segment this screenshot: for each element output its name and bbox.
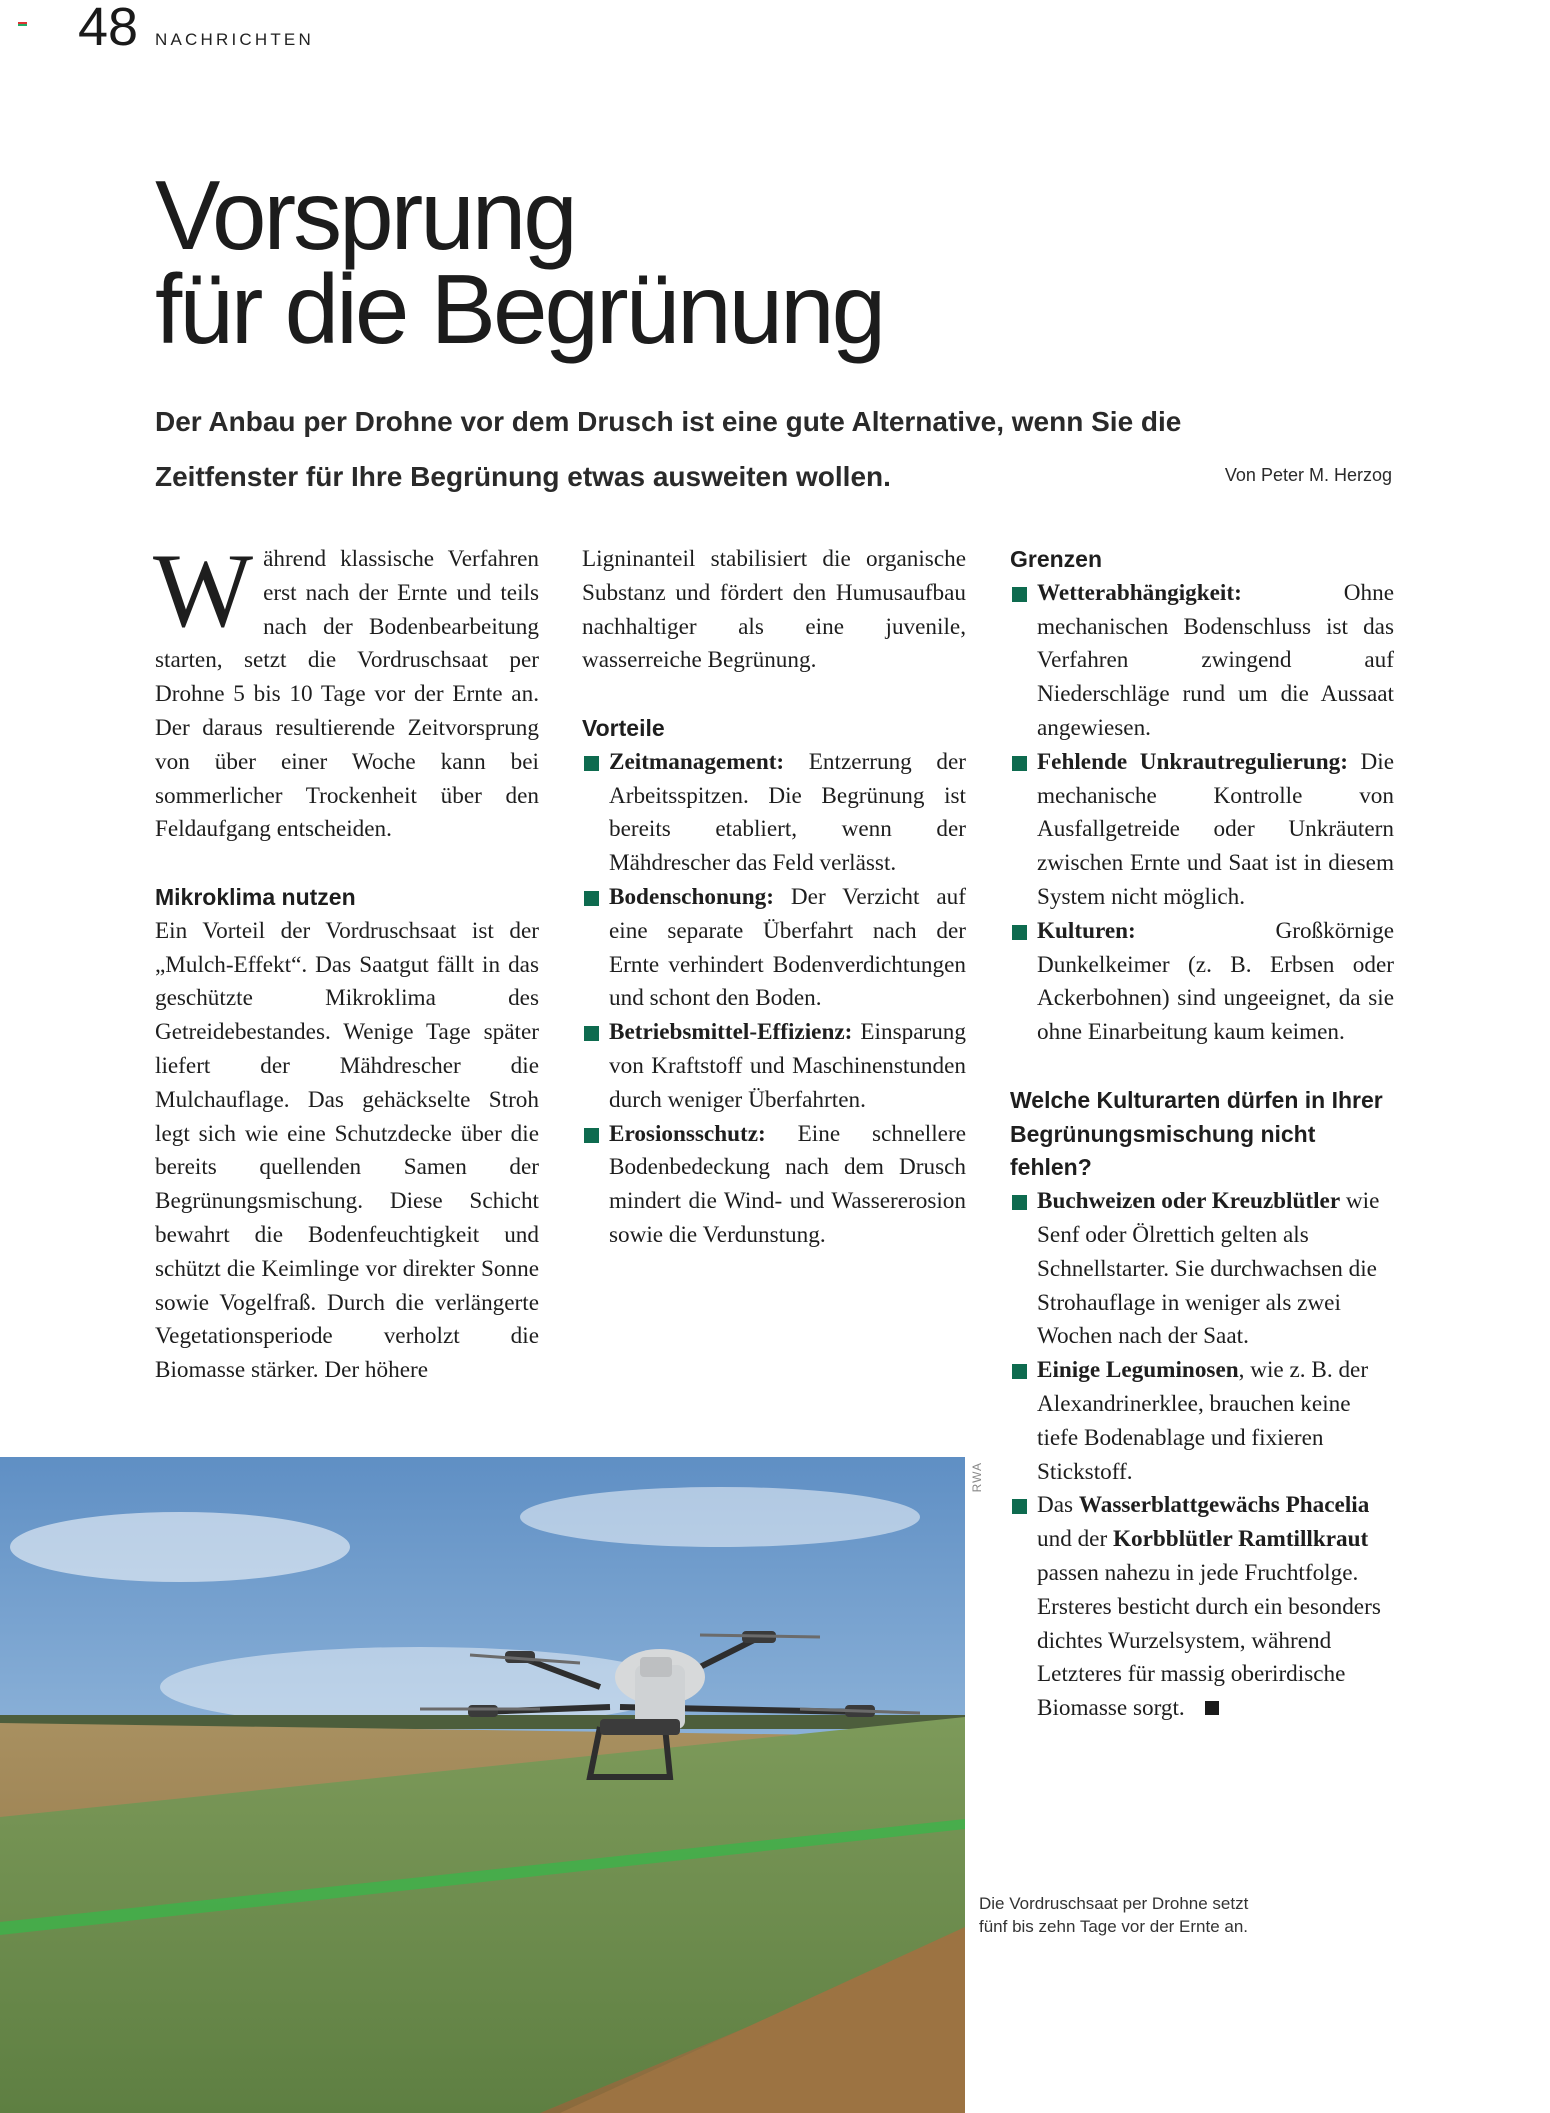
kulturarten-heading: Welche Kulturarten dürfen in Ihrer Begrünungsmischung nicht fehlen? [1010,1086,1383,1181]
grenzen-item-3 [1010,915,1394,1050]
kulturarten-term: Korbblütler Ramtillkraut [1112,1526,1369,1553]
kulturarten-text: passen nahezu in jede Fruchtfolge. Ersteres besticht durch ein besonders dichtes Wurzelsystem, während Letzteres für massig oberirdische Biomasse sorgt. [1037,1559,1381,1722]
byline: Von Peter M. Herzog [1224,465,1392,485]
vorteile-term: Bodenschonung: [609,883,774,910]
grenzen-term: Wetterabhängigkeit: [1037,579,1242,606]
page-number: 48 [78,0,139,57]
kulturarten-term: Buchweizen oder Kreuzblütler [1037,1188,1341,1215]
grenzen-text: Großkörnige Dunkelkeimer (z. B. Erbsen oder Ackerbohnen) sind ungeeignet, da sie ohne Einarbeitung kaum keimen. [1037,917,1394,1046]
vorteile-heading: Vorteile [582,714,665,741]
vorteile-term: Zeitmanagement: [609,748,785,775]
bullet-square-icon [584,891,599,906]
mikroklima-text-continued: Ligninanteil stabilisiert die organische Substanz und fördert den Humusaufbau nachhaltiger als eine juvenile, wasserreiche Begrünung. [582,546,966,674]
vorteile-item-2 [582,881,966,1016]
kulturarten-term: Wasserblattgewächs Phacelia [1078,1492,1370,1519]
bullet-square-icon [1012,1499,1027,1514]
bullet-square-icon [1012,1195,1027,1210]
vorteile-item-3 [582,1016,966,1117]
grenzen-term: Kulturen: [1037,917,1136,944]
kulturarten-item-3 [1010,1489,1394,1726]
kulturarten-text: Das [1037,1492,1079,1519]
bullet-square-icon [584,1128,599,1143]
intro-paragraph [153,532,539,847]
vorteile-text: Eine schnellere Bodenbedeckung nach dem Drusch mindert die Wind- und Wassererosion sowie die Verdunstung. [609,1120,966,1248]
bullet-square-icon [1012,756,1027,771]
mikroklima-text: Ein Vorteil der Vordruschsaat ist der „Mulch-Effekt“. Das Saatgut fällt in das geschützte Mikroklima des Getreidebestandes. Wenige Tage später liefert der Mähdrescher die Mulchauflage. Das gehäckselte Stroh legt sich wie eine Schutzdecke über die bereits quellenden Samen der Begrünungsmischung. Diese Schicht bewahrt die Bodenfeuchtigkeit und schützt die Keimlinge vor direkter Sonne sowie Vogelfraß. Durch die verlängerte Vegetationsperiode verholzt die Biomasse stärker. Der höhere [155,917,539,1384]
headline-line-2: für die Begrünung [155,254,884,364]
vorteile-text: Der Verzicht auf eine separate Überfahrt nach der Ernte verhindert Bodenverdichtungen und schont den Boden. [609,883,966,1012]
bullet-square-icon [1012,925,1027,940]
end-of-article-icon [1205,1701,1219,1715]
vorteile-term: Erosionsschutz: [609,1120,766,1147]
kulturarten-item-2 [1010,1354,1394,1489]
mikroklima-heading: Mikroklima nutzen [155,883,356,910]
drone-photo [0,1457,965,2113]
bullet-square-icon [584,1026,599,1041]
kulturarten-term: Einige Leguminosen [1037,1357,1239,1384]
kulturarten-item-1 [1010,1185,1394,1354]
bullet-square-icon [1012,1364,1027,1379]
grenzen-item-1 [1010,577,1394,746]
kulturarten-text: , wie z. B. der Alexandrinerklee, brauchen keine tiefe Bodenablage und fixieren Stickstoff. [1037,1357,1369,1485]
grenzen-term: Fehlende Unkrautregulierung: [1037,748,1348,775]
column-3 [1010,543,1394,1726]
grenzen-heading: Grenzen [1010,546,1103,572]
vorteile-item-1 [582,746,966,881]
corner-mark [18,22,27,26]
grenzen-text: Ohne mechanischen Bodenschluss ist das Verfahren zwingend auf Niederschläge rund um die Aussaat angewiesen. [1037,579,1394,741]
section-label: NACHRICHTEN [155,30,314,49]
grenzen-text: Die mechanische Kontrolle von Ausfallgetreide oder Unkräutern zwischen Ernte und Saat ist in diesem System nicht möglich. [1037,748,1395,910]
column-2 [582,543,966,1253]
photo-credit: RWA [970,1462,984,1493]
bullet-square-icon [584,756,599,771]
vorteile-text: Entzerrung der Arbeitsspitzen. Die Begrünung ist bereits etabliert, wenn der Mähdrescher das Feld verlässt. [609,748,966,877]
intro-text: ährend klassische Verfahren erst nach der Ernte und teils nach der Bodenbearbeitung starten, setzt die Vordruschsaat per Drohne 5 bis 10 Tage vor der Ernte an. Der daraus resultierende Zeitvorsprung von über einer Woche kann bei sommerlicher Trockenheit über den Feldaufgang entscheiden. [155,546,539,843]
kulturarten-text: wie Senf oder Ölrettich gelten als Schnellstarter. Sie durchwachsen die Strohauflage in weniger als zwei Wochen nach der Saat. [1037,1188,1380,1350]
headline-line-1: Vorsprung [155,160,575,270]
vorteile-term: Betriebsmittel-Effizienz: [609,1019,853,1046]
vorteile-text: Einsparung von Kraftstoff und Maschinenstunden durch weniger Überfahrten. [609,1019,966,1113]
drone-over-field-image [0,1457,965,2113]
bullet-square-icon [1012,587,1027,602]
headline [155,160,884,364]
kulturarten-text: und der [1037,1526,1113,1553]
photo-caption: Die Vordruschsaat per Drohne setzt fünf bis zehn Tage vor der Ernte an. [979,1894,1249,1936]
grenzen-item-2 [1010,746,1394,915]
subtitle: Der Anbau per Drohne vor dem Drusch ist eine gute Alternative, wenn Sie die Zeitfenster für Ihre Begrünung etwas ausweiten wollen. [155,406,1182,492]
vorteile-item-4 [582,1118,966,1253]
drop-cap: W [153,532,254,649]
column-1 [153,532,539,1388]
